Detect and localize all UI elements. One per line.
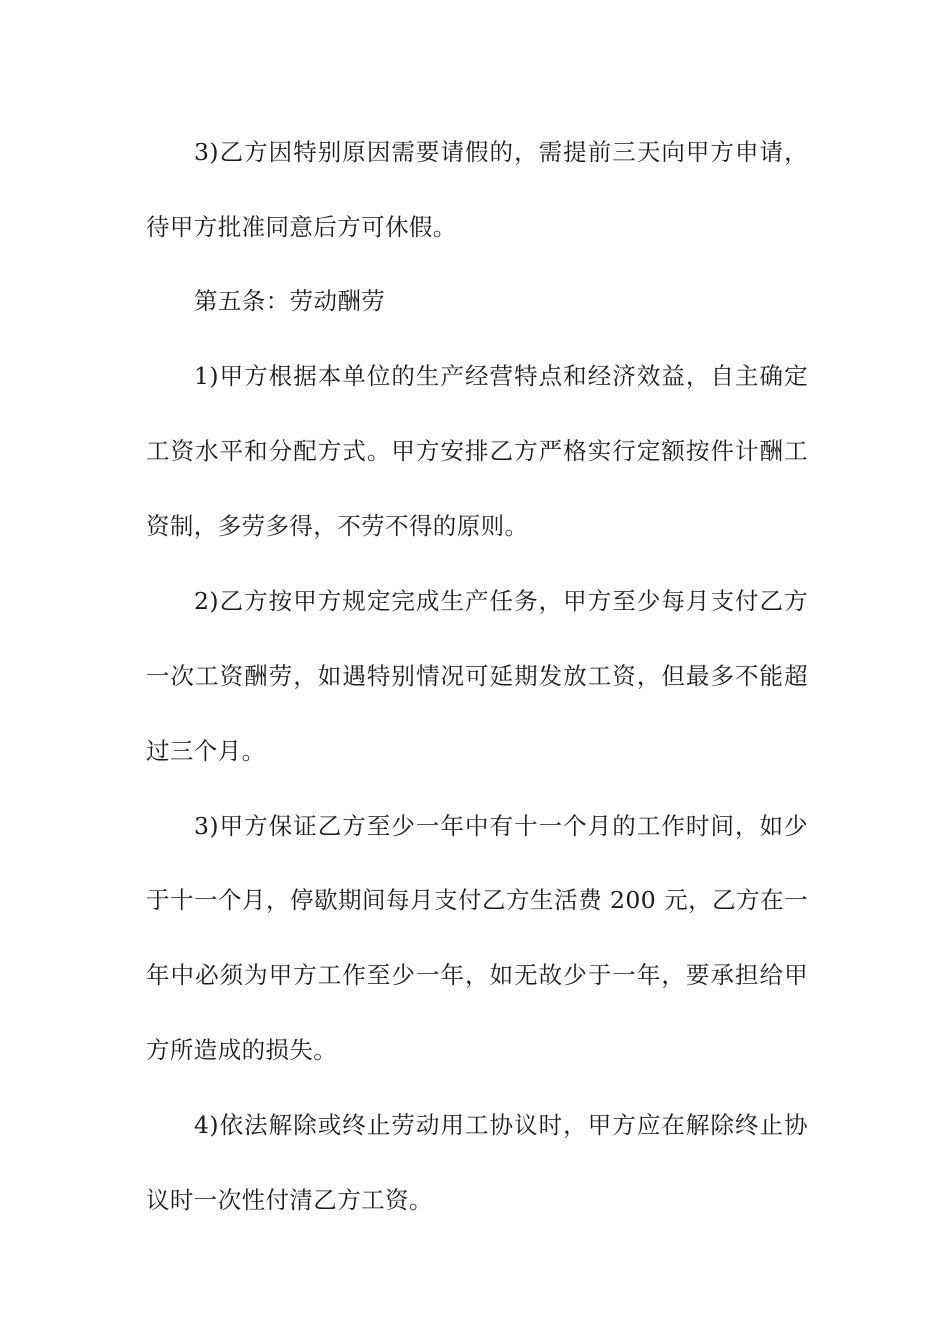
paragraph-line: 1)甲方根据本单位的生产经营特点和经济效益，自主确定	[194, 362, 808, 390]
paragraph-line: 一次工资酬劳，如遇特别情况可延期发放工资，但最多不能超	[146, 662, 808, 690]
section-heading: 第五条：劳动酬劳	[194, 287, 386, 315]
paragraph-line: 工资水平和分配方式。甲方安排乙方严格实行定额按件计酬工	[146, 437, 808, 465]
paragraph-line: 4)依法解除或终止劳动用工协议时，甲方应在解除终止协	[194, 1111, 808, 1139]
paragraph-line: 于十一个月，停歇期间每月支付乙方生活费 200 元，乙方在一	[146, 886, 808, 914]
paragraph-line: 过三个月。	[146, 737, 266, 765]
paragraph-line: 待甲方批准同意后方可休假。	[146, 213, 457, 241]
paragraph-line: 3)乙方因特别原因需要请假的，需提前三天向甲方申请，	[194, 138, 808, 166]
paragraph-line: 议时一次性付清乙方工资。	[146, 1186, 433, 1214]
paragraph-line: 3)甲方保证乙方至少一年中有十一个月的工作时间，如少	[194, 812, 808, 840]
paragraph-line: 年中必须为甲方工作至少一年，如无故少于一年，要承担给甲	[146, 961, 808, 989]
paragraph-line: 方所造成的损失。	[146, 1036, 338, 1064]
paragraph-line: 2)乙方按甲方规定完成生产任务，甲方至少每月支付乙方	[194, 587, 808, 615]
paragraph-line: 资制，多劳多得，不劳不得的原则。	[146, 512, 529, 540]
